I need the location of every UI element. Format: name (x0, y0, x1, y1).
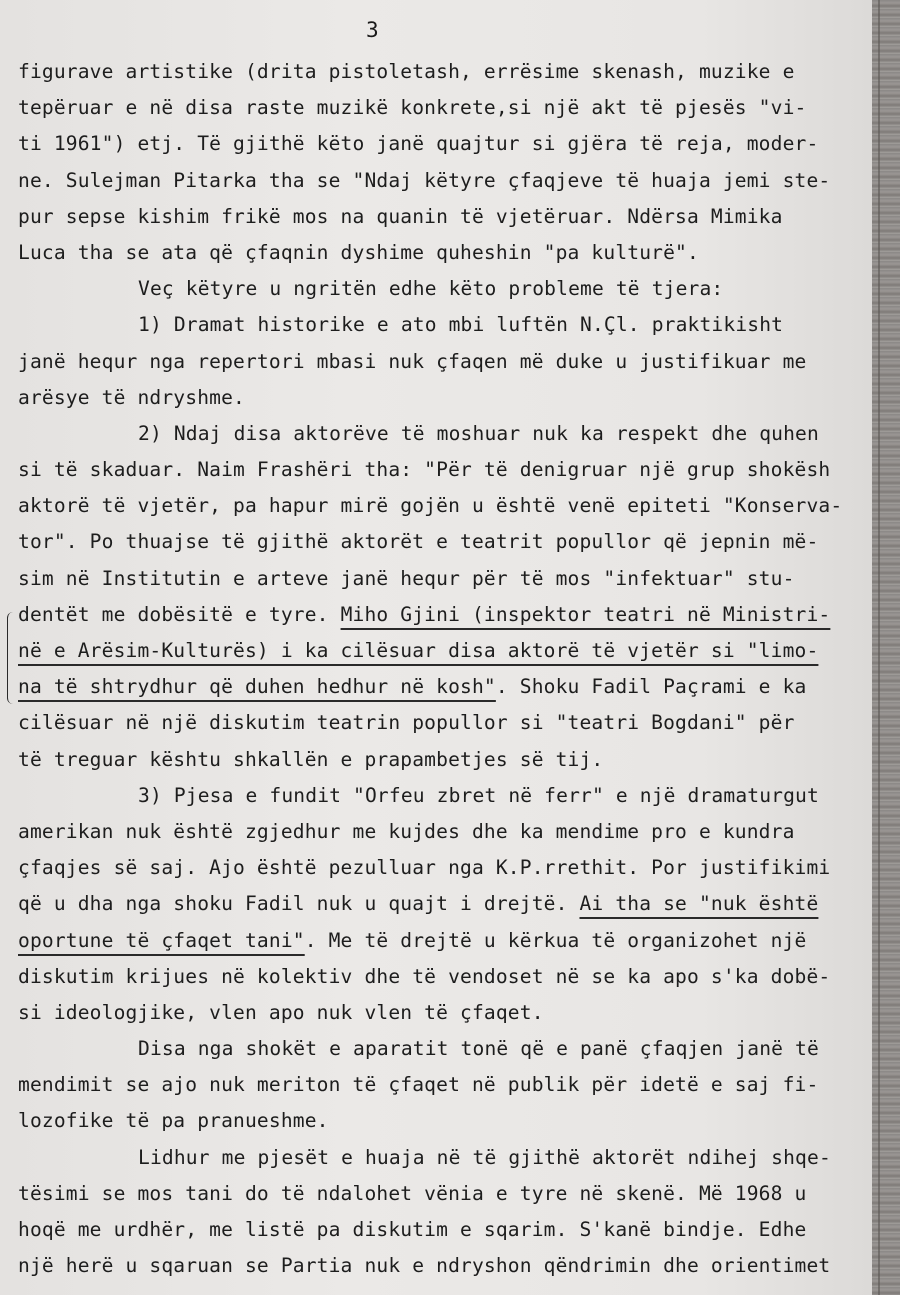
text-line: si të skaduar. Naim Frashëri tha: "Për të denigruar një grup shokësh (18, 458, 831, 482)
text-line: 1) Dramat historike e ato mbi luftën N.Çl. praktikisht (138, 313, 784, 337)
text-line (18, 669, 868, 705)
underlined-text: Miho Gjini (inspektor teatri në Ministri- (340, 602, 831, 626)
text-line: arësye të ndryshme. (18, 385, 245, 409)
text-line: diskutim krijues në kolektiv dhe të vendoset në se ka apo s'ka dobë- (18, 964, 831, 988)
text-line: Disa nga shokët e aparatit tonë që e panë çfaqjen janë të (138, 1037, 819, 1061)
text-line: çfaqjes së saj. Ajo është pezulluar nga K.P.rrethit. Por justifikimi (18, 856, 831, 880)
underlined-text: na të shtrydhur që duhen hedhur në kosh" (18, 675, 496, 699)
text-line: sim në Institutin e arteve janë hequr për të mos "infektuar" stu- (18, 566, 795, 590)
text-line (18, 597, 868, 633)
text-line: ne. Sulejman Pitarka tha se "Ndaj këtyre çfaqjeve të huaja jemi ste- (18, 168, 831, 192)
text-line: pur sepse kishim frikë mos na quanin të vjetëruar. Ndërsa Mimika (18, 204, 783, 228)
text-line: aktorë të vjetër, pa hapur mirë gojën u është venë epiteti "Konserva- (18, 494, 843, 518)
text-line: 3) Pjesa e fundit "Orfeu zbret në ferr" e një dramaturgut (138, 783, 819, 807)
text-line: 2) Ndaj disa aktorëve të moshuar nuk ka respekt dhe quhen (138, 421, 819, 445)
body-text (18, 54, 868, 1284)
text-line: Lidhur me pjesët e huaja në të gjithë aktorët ndihej shqe- (138, 1145, 831, 1169)
text-line (18, 633, 868, 669)
text-line (18, 886, 868, 922)
text-line: hoqë me urdhër, me listë pa diskutim e sqarim. S'kanë bindje. Edhe (18, 1218, 807, 1241)
text-line: cilësuar në një diskutim teatrin popullor si "teatri Bogdani" për (18, 711, 795, 735)
underlined-text: në e Arësim-Kulturës) i ka cilësuar disa aktorë të vjetër si "limo- (18, 639, 819, 662)
text-segment: dentët me dobësitë e tyre. (18, 602, 341, 626)
text-line: janë hequr nga repertori mbasi nuk çfaqen më duke u justifikuar me (18, 349, 807, 373)
text-line: amerikan nuk është zgjedhur me kujdes dhe ka mendime pro e kundra (18, 819, 795, 843)
text-segment: . Me të drejtë u kërkua të organizohet një (304, 928, 807, 952)
text-line: të treguar kështu shkallën e prapambetjes së tij. (18, 747, 604, 771)
text-segment: . Shoku Fadil Paçrami e ka (495, 675, 807, 699)
page-number: 3 (366, 18, 379, 42)
text-line (18, 923, 868, 959)
text-line: ti 1961") etj. Të gjithë këto janë quajtur si gjëra të reja, moder- (18, 132, 819, 156)
text-line: Luca tha se ata që çfaqnin dyshime quheshin "pa kulturë". (18, 240, 699, 264)
text-line: mendimit se ajo nuk meriton të çfaqet në publik për idetë e saj fi- (18, 1073, 819, 1097)
underlined-text: Ai tha se "nuk është (579, 892, 819, 916)
text-line: figurave artistike (drita pistoletash, errësime skenash, muzike e (18, 60, 795, 83)
underlined-text: oportune të çfaqet tani" (18, 928, 305, 952)
page-edge-strip (872, 0, 900, 1295)
text-line: një herë u sqaruan se Partia nuk e ndryshon qëndrimin dhe orientimet (18, 1254, 831, 1278)
text-line: si ideologjike, vlen apo nuk vlen të çfaqet. (18, 1000, 544, 1024)
text-line: tor". Po thuajse të gjithë aktorët e teatrit popullor që jepnin më- (18, 530, 819, 554)
text-line: lozofike të pa pranueshme. (18, 1109, 329, 1133)
text-line: Veç këtyre u ngritën edhe këto probleme të tjera: (138, 277, 724, 301)
text-segment: që u dha nga shoku Fadil nuk u quajt i drejtë. (18, 892, 580, 916)
text-line: tepëruar e në disa raste muzikë konkrete,si një akt të pjesës "vi- (18, 96, 807, 120)
text-line: tësimi se mos tani do të ndalohet vënia e tyre në skenë. Më 1968 u (18, 1181, 807, 1205)
margin-bracket-mark (7, 612, 18, 704)
